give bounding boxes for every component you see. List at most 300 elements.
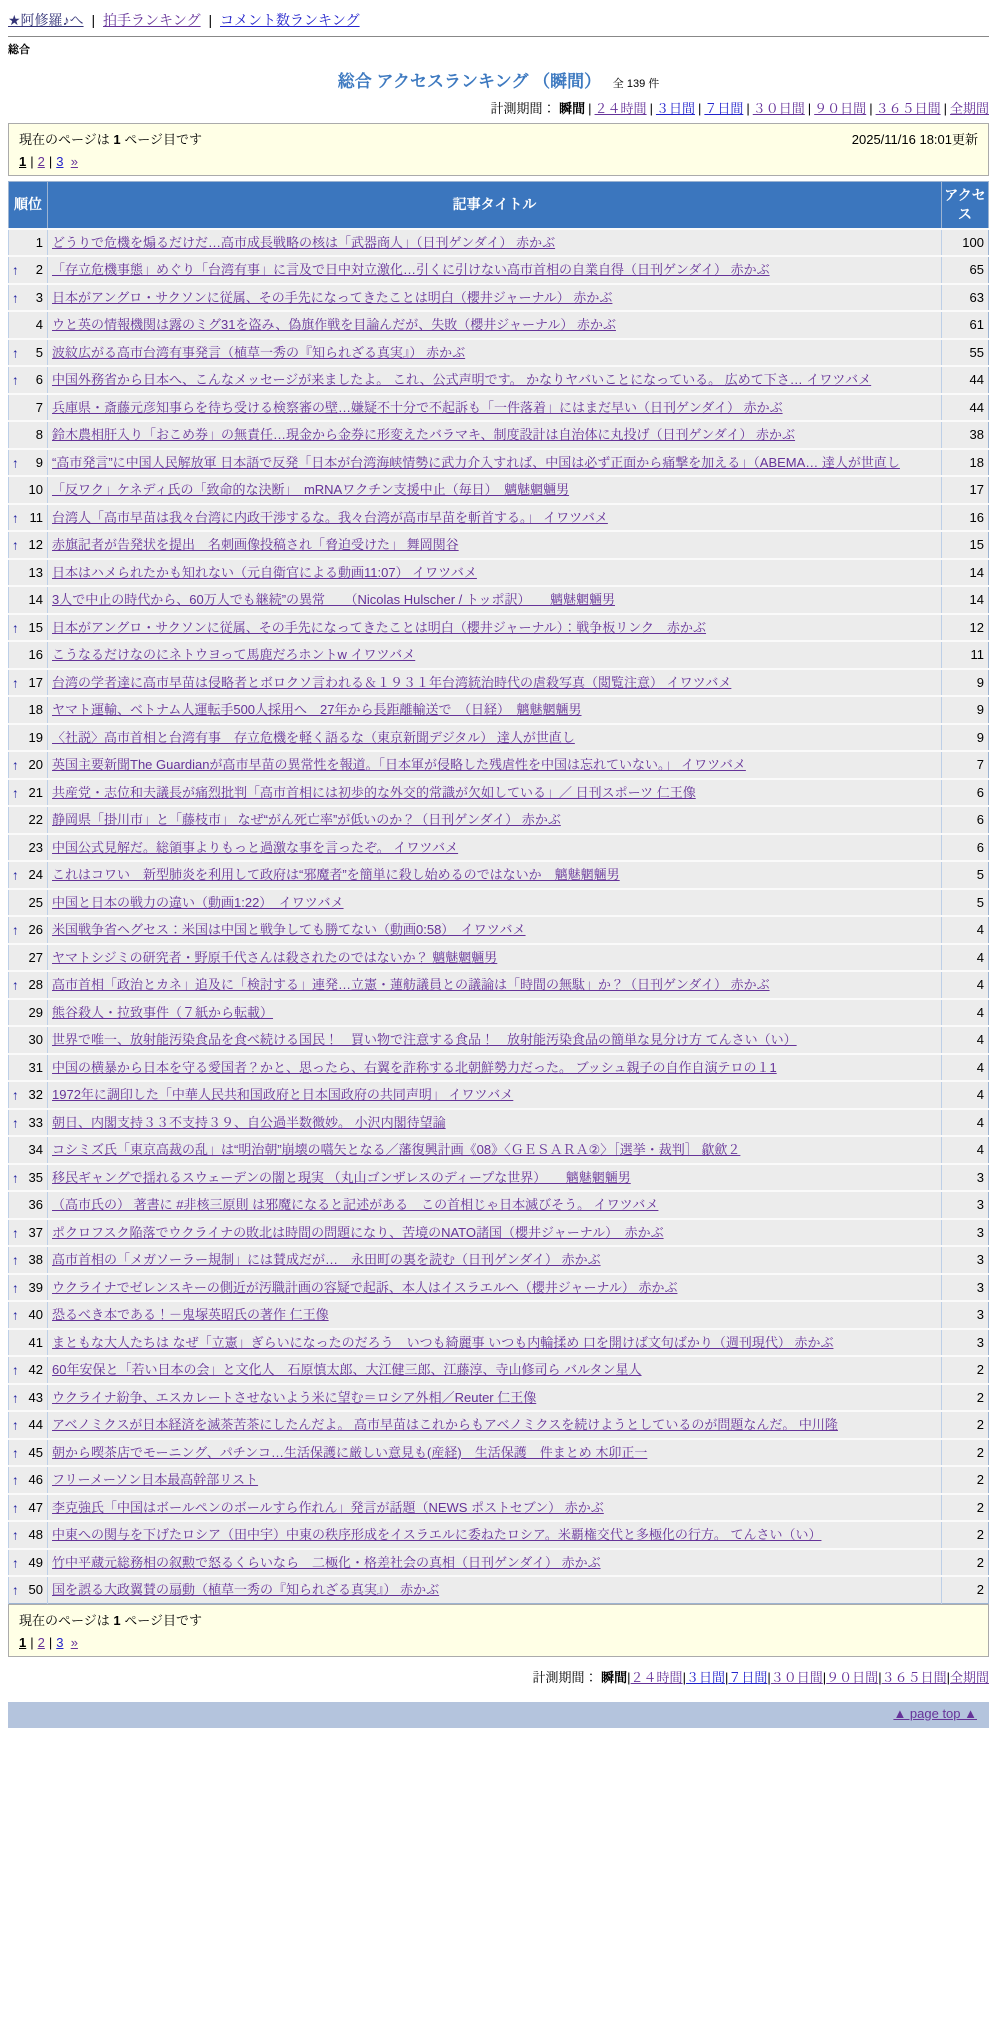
article-link[interactable]: ヤマトシジミの研究者・野原千代さんは殺されたのではないか？ 魑魅魍魎男 bbox=[52, 949, 498, 965]
article-link[interactable]: 恐るべき本である！－鬼塚英昭氏の著作 仁王像 bbox=[52, 1307, 329, 1323]
access-cell: 5 bbox=[942, 861, 989, 889]
period-label: 計測期間： bbox=[490, 101, 556, 116]
access-cell: 4 bbox=[942, 1054, 989, 1082]
access-cell: 12 bbox=[942, 614, 989, 642]
access-cell: 6 bbox=[942, 834, 989, 862]
article-link[interactable]: 「反ワク」ケネディ氏の「致命的な決断」 mRNAワクチン支援中止（毎日） 魑魅魍魎男 bbox=[52, 482, 570, 498]
title-cell bbox=[48, 669, 942, 697]
rank-cell bbox=[9, 366, 48, 394]
article-link[interactable]: 竹中平蔵元総務相の叙勲で怒るくらいなら 二極化・格差社会の真相（日刊ゲンダイ） 赤かぶ bbox=[52, 1554, 601, 1570]
title-cell bbox=[48, 421, 942, 449]
table-row bbox=[9, 1439, 989, 1467]
title-cell bbox=[48, 284, 942, 312]
period-separator: | bbox=[627, 1669, 631, 1685]
access-cell: 3 bbox=[942, 1219, 989, 1247]
table-row bbox=[9, 1026, 989, 1054]
page-number-link[interactable]: » bbox=[70, 1634, 78, 1650]
rank-cell bbox=[9, 1054, 48, 1082]
article-link[interactable]: フリーメーソン日本最高幹部リスト bbox=[52, 1472, 259, 1488]
title-cell bbox=[48, 614, 942, 642]
updated-timestamp: 2025/11/16 18:01更新 bbox=[851, 132, 978, 147]
rank-number: 41 bbox=[28, 1334, 43, 1350]
access-cell: 3 bbox=[942, 1274, 989, 1302]
table-row bbox=[9, 1164, 989, 1192]
rank-cell bbox=[9, 724, 48, 752]
rank-number: 11 bbox=[29, 509, 43, 525]
rank-number: 27 bbox=[28, 949, 43, 965]
title-cell bbox=[48, 586, 942, 614]
category-label: 総合 bbox=[8, 44, 30, 56]
rank-cell bbox=[9, 1081, 48, 1109]
title-cell bbox=[48, 1219, 942, 1247]
rank-number: 1 bbox=[35, 234, 43, 250]
period-links bbox=[559, 101, 989, 116]
period-link[interactable]: ２４時間 bbox=[594, 101, 647, 116]
article-link[interactable]: 1972年に調印した「中華人民共和国政府と日本国政府の共同声明」 イワツバメ bbox=[52, 1087, 514, 1103]
period-separator: | bbox=[724, 1669, 729, 1685]
access-cell: 4 bbox=[942, 916, 989, 944]
page-number-link[interactable]: 2 bbox=[37, 154, 45, 169]
table-header-row bbox=[9, 182, 989, 229]
rank-cell bbox=[9, 916, 48, 944]
period-link[interactable]: ２４時間 bbox=[630, 1669, 683, 1685]
rank-cell bbox=[9, 696, 48, 724]
table-row bbox=[9, 449, 989, 477]
table-row bbox=[9, 394, 989, 422]
rank-cell bbox=[9, 1576, 48, 1603]
table-row bbox=[9, 944, 989, 972]
period-link[interactable]: ３０日間 bbox=[770, 1669, 823, 1685]
page-title: 総合 アクセスランキング （瞬間） bbox=[337, 72, 602, 91]
table-row bbox=[9, 559, 989, 587]
rank-cell bbox=[9, 1219, 48, 1247]
article-link[interactable]: ヤマト運輸、ベトナム人運転手500人採用へ 27年から長距離輸送で （日経） 魑魅魍魎男 bbox=[52, 702, 582, 718]
rank-number: 25 bbox=[28, 894, 43, 910]
rank-number: 18 bbox=[28, 702, 43, 718]
rank-cell bbox=[9, 256, 48, 284]
rank-number: 19 bbox=[28, 729, 43, 745]
rank-number: 50 bbox=[28, 1582, 43, 1598]
title-cell bbox=[48, 311, 942, 339]
access-cell: 63 bbox=[942, 284, 989, 312]
period-link[interactable]: ９０日間 bbox=[814, 101, 867, 116]
rank-number: 4 bbox=[35, 317, 43, 333]
table-row bbox=[9, 421, 989, 449]
period-link[interactable]: ７日間 bbox=[704, 101, 744, 116]
access-cell: 9 bbox=[942, 669, 989, 697]
table-row bbox=[9, 1301, 989, 1329]
access-cell: 3 bbox=[942, 1329, 989, 1357]
title-cell bbox=[48, 504, 942, 532]
table-row bbox=[9, 1274, 989, 1302]
article-link[interactable]: 朝日、内閣支持３３不支持３９、自公過半数微妙。 小沢内閣待望論 bbox=[52, 1114, 446, 1130]
access-cell: 2 bbox=[942, 1466, 989, 1494]
rank-number: 42 bbox=[28, 1362, 43, 1378]
table-row bbox=[9, 751, 989, 779]
article-link[interactable]: 中東への関与を下げたロシア（田中宇）中東の秩序形成をイスラエルに委ねたロシア。米覇権交代と多極化の行方。 てんさい（い） bbox=[52, 1527, 822, 1543]
pagination-bottom bbox=[19, 1635, 978, 1650]
article-link[interactable]: 波紋広がる高市台湾有事発言（植草一秀の『知られざる真実』） 赤かぶ bbox=[52, 344, 466, 360]
rank-cell bbox=[9, 971, 48, 999]
table-row bbox=[9, 1384, 989, 1412]
article-link[interactable]: 日本がアングロ・サクソンに従属、その手先になってきたことは明白（櫻井ジャーナル） 赤かぶ bbox=[52, 289, 613, 305]
rank-cell bbox=[9, 311, 48, 339]
article-link[interactable]: どうりで危機を煽るだけだ…高市成長戦略の核は「武器商人」（日刊ゲンダイ） 赤かぶ bbox=[52, 234, 556, 250]
title-cell bbox=[48, 641, 942, 669]
article-link[interactable]: 米国戦争省ヘグセス：米国は中国と戦争しても勝てない（動画0:58） イワツバメ bbox=[52, 922, 526, 938]
rank-cell bbox=[9, 531, 48, 559]
ranking-table-body bbox=[9, 229, 989, 1604]
title-cell bbox=[48, 1356, 942, 1384]
column-header-access: アクセス bbox=[942, 182, 989, 229]
page-top-link[interactable]: ▲ page top ▲ bbox=[893, 1705, 977, 1721]
article-link[interactable]: これはコワい 新型肺炎を利用して政府は“邪魔者”を簡単に殺し始めるのではないか 魑魅魍魎男 bbox=[52, 867, 620, 883]
table-row bbox=[9, 284, 989, 312]
access-cell: 2 bbox=[942, 1411, 989, 1439]
page-top-bar bbox=[8, 1702, 989, 1728]
article-link[interactable]: 〈社説〉高市首相と台湾有事 存立危機を軽く語るな（東京新聞デジタル） 達人が世直し bbox=[52, 729, 575, 745]
table-row bbox=[9, 1246, 989, 1274]
title-cell bbox=[48, 1054, 942, 1082]
rank-number: 3 bbox=[35, 289, 43, 305]
table-row bbox=[9, 641, 989, 669]
article-link[interactable]: 3人で中止の時代から、60万人でも継続”の異常 （Nicolas Hulscher / トッポ訳） 魑魅魍魎男 bbox=[52, 592, 615, 608]
table-row bbox=[9, 999, 989, 1027]
up-arrow-icon: ↑ bbox=[12, 784, 19, 800]
period-link[interactable]: ９０日間 bbox=[826, 1669, 879, 1685]
article-link[interactable]: ポクロフスク陥落でウクライナの敗北は時間の問題になり、苦境のNATO諸国（櫻井ジャーナル） 赤かぶ bbox=[52, 1224, 664, 1240]
article-link[interactable]: 李克強氏「中国はボールペンのボールすら作れん」発言が話題（NEWS ポストセブン） 赤かぶ bbox=[52, 1499, 604, 1515]
access-cell: 2 bbox=[942, 1576, 989, 1603]
table-row bbox=[9, 366, 989, 394]
article-link[interactable]: 静岡県「掛川市」と「藤枝市」 なぜ“がん死亡率”が低いのか？（日刊ゲンダイ） 赤かぶ bbox=[52, 812, 561, 828]
nav-link-comment-ranking[interactable]: コメント数ランキング bbox=[220, 12, 360, 28]
article-link[interactable]: 台湾の学者達に高市早苗は侵略者とボロクソ言われる＆１９３１年台湾統治時代の虐殺写真（閲覧注意） イワツバメ bbox=[52, 674, 732, 690]
period-link[interactable]: ３６５日間 bbox=[875, 101, 941, 116]
table-row bbox=[9, 1329, 989, 1357]
article-link[interactable]: コシミズ氏「東京高裁の乱」は“明治朝”崩壊の嚆矢となる／藩復興計画《08》〈ＧＥＳＡＲＡ②〉［選挙・裁判］ 歙歛２ bbox=[52, 1142, 741, 1158]
column-header-title: 記事タイトル bbox=[48, 182, 942, 229]
title-cell bbox=[48, 1384, 942, 1412]
table-row bbox=[9, 1136, 989, 1164]
article-link[interactable]: 英国主要新聞The Guardianが高市早苗の異常性を報道。「日本軍が侵略した残虐性を中国は忘れていない。」 イワツバメ bbox=[52, 757, 746, 773]
table-row bbox=[9, 1411, 989, 1439]
access-cell: 2 bbox=[942, 1494, 989, 1522]
column-header-rank: 順位 bbox=[9, 182, 48, 229]
access-cell: 11 bbox=[942, 641, 989, 669]
access-cell: 3 bbox=[942, 1246, 989, 1274]
rank-cell bbox=[9, 1521, 48, 1549]
article-link[interactable]: 国を誤る大政翼賛の扇動（植草一秀の『知られざる真実』） 赤かぶ bbox=[52, 1582, 440, 1598]
table-row bbox=[9, 1576, 989, 1603]
rank-cell bbox=[9, 1384, 48, 1412]
article-link[interactable]: 共産党・志位和夫議長が痛烈批判「高市首相には初歩的な外交的常識が欠如している」／ 日刊スポーツ 仁王像 bbox=[52, 784, 696, 800]
up-arrow-icon: ↑ bbox=[12, 1169, 19, 1185]
table-row bbox=[9, 724, 989, 752]
article-link[interactable]: 熊谷殺人・拉致事件（７紙から転載） bbox=[52, 1004, 274, 1020]
article-link[interactable]: こうなるだけなのにネトウヨって馬鹿だろホントw イワツバメ bbox=[52, 647, 416, 663]
title-cell bbox=[48, 1246, 942, 1274]
access-cell: 14 bbox=[942, 559, 989, 587]
rank-number: 40 bbox=[28, 1307, 43, 1323]
access-cell: 2 bbox=[942, 1439, 989, 1467]
table-row bbox=[9, 1549, 989, 1577]
up-arrow-icon: ↑ bbox=[12, 619, 19, 635]
title-cell bbox=[48, 944, 942, 972]
rank-number: 29 bbox=[28, 1004, 43, 1020]
table-row bbox=[9, 504, 989, 532]
page-number-link[interactable]: 3 bbox=[56, 1634, 64, 1650]
access-cell: 14 bbox=[942, 586, 989, 614]
access-cell: 6 bbox=[942, 779, 989, 807]
access-cell: 44 bbox=[942, 394, 989, 422]
nav-link-clap-ranking[interactable]: 拍手ランキング bbox=[102, 12, 201, 28]
up-arrow-icon: ↑ bbox=[12, 1472, 19, 1488]
rank-number: 49 bbox=[28, 1554, 43, 1570]
article-link[interactable]: まともな大人たちは なぜ「立憲」ぎらいになったのだろう いつも綺麗事 いつも内輪揉め 口を開けば文句ばかり（週刊現代） 赤かぶ bbox=[52, 1334, 834, 1350]
table-row bbox=[9, 1466, 989, 1494]
article-link[interactable]: 高市首相の「メガソーラー規制」には賛成だが… 永田町の裏を読む（日刊ゲンダイ） 赤かぶ bbox=[52, 1252, 601, 1268]
article-link[interactable]: 移民ギャングで揺れるスウェーデンの闇と現実 （丸山ゴンザレスのディープな世界） 魑魅魍魎男 bbox=[52, 1169, 631, 1185]
title-cell bbox=[48, 1549, 942, 1577]
period-separator: | bbox=[822, 1669, 827, 1685]
article-link[interactable]: 赤旗記者が告発状を提出 名刺画像投稿され「脅迫受けた」 舞岡関谷 bbox=[52, 537, 459, 553]
rank-cell bbox=[9, 641, 48, 669]
rank-number: 23 bbox=[28, 839, 43, 855]
period-links bbox=[601, 1670, 989, 1685]
table-row bbox=[9, 834, 989, 862]
page-number-link[interactable]: » bbox=[70, 154, 78, 169]
access-cell: 4 bbox=[942, 1026, 989, 1054]
current-page-text: 現在のページは 1 ページ目です bbox=[19, 1612, 202, 1628]
up-arrow-icon: ↑ bbox=[12, 262, 19, 278]
period-link[interactable]: ３日間 bbox=[655, 101, 695, 116]
rank-cell bbox=[9, 1026, 48, 1054]
up-arrow-icon: ↑ bbox=[12, 922, 19, 938]
period-separator: | bbox=[869, 101, 873, 116]
table-row bbox=[9, 229, 989, 257]
title-cell bbox=[48, 724, 942, 752]
access-cell: 65 bbox=[942, 256, 989, 284]
rank-number: 13 bbox=[28, 564, 43, 580]
rank-cell bbox=[9, 421, 48, 449]
article-link[interactable]: 「存立危機事態」めぐり「台湾有事」に言及で日中対立激化…引くに引けない高市首相の自業自得（日刊ゲンダイ） 赤かぶ bbox=[52, 262, 770, 278]
title-cell bbox=[48, 1521, 942, 1549]
up-arrow-icon: ↑ bbox=[12, 1499, 19, 1515]
rank-number: 31 bbox=[28, 1059, 43, 1075]
article-link[interactable]: ウと英の情報機関は露のミグ31を盗み、偽旗作戦を目論んだが、失敗（櫻井ジャーナル） 赤かぶ bbox=[52, 317, 616, 333]
up-arrow-icon: ↑ bbox=[12, 289, 19, 305]
rank-cell bbox=[9, 339, 48, 367]
title-cell bbox=[48, 449, 942, 477]
article-link[interactable]: 中国と日本の戦力の違い（動画1:22） イワツバメ bbox=[52, 894, 344, 910]
rank-cell bbox=[9, 944, 48, 972]
access-cell: 2 bbox=[942, 1356, 989, 1384]
up-arrow-icon: ↑ bbox=[12, 1444, 19, 1460]
rank-number: 14 bbox=[28, 592, 43, 608]
article-link[interactable]: 中国公式見解だ。総領事よりもっと過激な事を言ったぞ。 イワツバメ bbox=[52, 839, 459, 855]
rank-number: 37 bbox=[28, 1224, 43, 1240]
table-row bbox=[9, 889, 989, 917]
title-cell bbox=[48, 751, 942, 779]
period-selector-top bbox=[8, 98, 989, 117]
article-link[interactable]: ウクライナ紛争、エスカレートさせないよう米に望む＝ロシア外相／Reuter 仁王像 bbox=[52, 1389, 537, 1405]
table-row bbox=[9, 971, 989, 999]
rank-cell bbox=[9, 1466, 48, 1494]
period-separator: | bbox=[588, 101, 592, 116]
period-selector-bottom bbox=[8, 1667, 989, 1686]
page-number-current: 1 bbox=[19, 154, 27, 169]
title-cell bbox=[48, 1026, 942, 1054]
title-cell bbox=[48, 1109, 942, 1137]
rank-number: 5 bbox=[35, 344, 43, 360]
period-separator: | bbox=[946, 1669, 950, 1685]
period-link[interactable]: 全期間 bbox=[949, 101, 989, 116]
page-number-link[interactable]: 3 bbox=[56, 154, 64, 169]
period-link[interactable]: ３日間 bbox=[685, 1669, 725, 1685]
table-row bbox=[9, 1109, 989, 1137]
table-row bbox=[9, 1191, 989, 1219]
rank-cell bbox=[9, 779, 48, 807]
rank-number: 26 bbox=[28, 922, 43, 938]
access-cell: 5 bbox=[942, 889, 989, 917]
page-separator: | bbox=[48, 1634, 53, 1650]
table-row bbox=[9, 779, 989, 807]
up-arrow-icon: ↑ bbox=[12, 1417, 19, 1433]
rank-number: 47 bbox=[28, 1499, 43, 1515]
rank-cell bbox=[9, 669, 48, 697]
period-current: 瞬間 bbox=[601, 1669, 628, 1685]
rank-cell bbox=[9, 834, 48, 862]
up-arrow-icon: ↑ bbox=[12, 1389, 19, 1405]
title-cell bbox=[48, 366, 942, 394]
title-cell bbox=[48, 696, 942, 724]
page-number-link[interactable]: 2 bbox=[37, 1634, 45, 1650]
rank-cell bbox=[9, 751, 48, 779]
title-cell bbox=[48, 971, 942, 999]
rank-cell bbox=[9, 999, 48, 1027]
period-link[interactable]: ３０日間 bbox=[752, 101, 805, 116]
access-cell: 38 bbox=[942, 421, 989, 449]
title-cell bbox=[48, 999, 942, 1027]
up-arrow-icon: ↑ bbox=[12, 1087, 19, 1103]
access-cell: 3 bbox=[942, 1191, 989, 1219]
rank-number: 30 bbox=[28, 1032, 43, 1048]
access-cell: 4 bbox=[942, 1136, 989, 1164]
rank-cell bbox=[9, 861, 48, 889]
title-cell bbox=[48, 1439, 942, 1467]
access-cell: 2 bbox=[942, 1521, 989, 1549]
title-cell bbox=[48, 1136, 942, 1164]
top-info-box bbox=[8, 123, 989, 176]
access-cell: 15 bbox=[942, 531, 989, 559]
up-arrow-icon: ↑ bbox=[12, 1279, 19, 1295]
article-link[interactable]: 世界で唯一、放射能汚染食品を食べ続ける国民！ 買い物で注意する食品！ 放射能汚染食品の簡単な見分け方 てんさい（い） bbox=[52, 1032, 797, 1048]
table-row bbox=[9, 1494, 989, 1522]
rank-number: 45 bbox=[28, 1444, 43, 1460]
access-cell: 3 bbox=[942, 1164, 989, 1192]
access-cell: 4 bbox=[942, 971, 989, 999]
article-link[interactable]: 台湾人「高市早苗は我々台湾に内政干渉するな。我々台湾が高市早苗を斬首する。」 イワツバメ bbox=[52, 509, 608, 525]
access-cell: 55 bbox=[942, 339, 989, 367]
rank-cell bbox=[9, 1411, 48, 1439]
top-nav bbox=[8, 8, 989, 36]
period-link[interactable]: 全期間 bbox=[949, 1669, 989, 1685]
article-link[interactable]: 鈴木農相肝入り「おこめ券」の無責任…現金から金券に形変えたバラマキ、制度設計は自治体に丸投げ（日刊ゲンダイ） 赤かぶ bbox=[52, 427, 796, 443]
access-cell: 100 bbox=[942, 229, 989, 257]
total-count: 全 139 件 bbox=[612, 78, 660, 90]
rank-number: 33 bbox=[28, 1114, 43, 1130]
rank-cell bbox=[9, 1109, 48, 1137]
access-cell: 17 bbox=[942, 476, 989, 504]
article-link[interactable]: アベノミクスが日本経済を滅茶苦茶にしたんだよ。 高市早苗はこれからもアベノミクスを続けようとしているのが問題なんだ。 中川隆 bbox=[52, 1417, 838, 1433]
table-row bbox=[9, 1521, 989, 1549]
article-link[interactable]: 60年安保と「若い日本の会」と文化人 石原慎太郎、大江健三郎、江藤淳、寺山修司ら バルタン星人 bbox=[52, 1362, 642, 1378]
article-link[interactable]: 中国の横暴から日本を守る愛国者？かと、思ったら、右翼を詐称する北朝鮮勢力だった。 ブッシュ親子の自作自演テロの１1 bbox=[52, 1059, 777, 1075]
access-cell: 7 bbox=[942, 751, 989, 779]
title-cell bbox=[48, 394, 942, 422]
nav-link-asyura-home[interactable]: ★阿修羅♪へ bbox=[8, 12, 84, 28]
rank-cell bbox=[9, 1439, 48, 1467]
up-arrow-icon: ↑ bbox=[12, 757, 19, 773]
rank-cell bbox=[9, 1301, 48, 1329]
article-link[interactable]: 日本がアングロ・サクソンに従属、その手先になってきたことは明白（櫻井ジャーナル）：戦争板リンク 赤かぶ bbox=[52, 619, 707, 635]
period-separator: | bbox=[649, 101, 653, 116]
access-cell: 2 bbox=[942, 1384, 989, 1412]
period-link[interactable]: ３６５日間 bbox=[881, 1669, 947, 1685]
title-cell bbox=[48, 559, 942, 587]
table-row bbox=[9, 256, 989, 284]
access-cell: 2 bbox=[942, 1549, 989, 1577]
article-link[interactable]: 朝から喫茶店でモーニング、パチンコ…生活保護に厳しい意見も(産経) 生活保護 件まとめ 木卯正一 bbox=[52, 1444, 648, 1460]
table-row bbox=[9, 1054, 989, 1082]
table-row bbox=[9, 916, 989, 944]
title-cell bbox=[48, 1576, 942, 1603]
period-separator: | bbox=[767, 1669, 771, 1685]
nav-separator: | bbox=[208, 12, 213, 28]
up-arrow-icon: ↑ bbox=[12, 1582, 19, 1598]
article-link[interactable]: 高市首相「政治とカネ」追及に「検討する」連発…立憲・蓮舫議員との議論は「時間の無駄」か？（日刊ゲンダイ） 赤かぶ bbox=[52, 977, 770, 993]
rank-cell bbox=[9, 1356, 48, 1384]
page-separator: | bbox=[30, 154, 34, 169]
title-cell bbox=[48, 339, 942, 367]
rank-number: 28 bbox=[28, 977, 43, 993]
rank-cell bbox=[9, 284, 48, 312]
rank-cell bbox=[9, 476, 48, 504]
table-row bbox=[9, 1219, 989, 1247]
up-arrow-icon: ↑ bbox=[12, 1114, 19, 1130]
title-cell bbox=[48, 476, 942, 504]
period-separator: | bbox=[878, 1669, 882, 1685]
rank-cell bbox=[9, 1494, 48, 1522]
article-link[interactable]: “高市発言”に中国人民解放軍 日本語で反発「日本が台湾海峡情勢に武力介入すれば、中国は必ず正面から痛撃を加える」（ABEMA… 達人が世直し bbox=[52, 454, 900, 470]
rank-number: 10 bbox=[28, 482, 43, 498]
article-link[interactable]: ウクライナでゼレンスキーの側近が汚職計画の容疑で起訴、本人はイスラエルへ（櫻井ジャーナル） 赤かぶ bbox=[52, 1279, 678, 1295]
article-link[interactable]: 中国外務省から日本へ、こんなメッセージが来ましたよ。 これ、公式声明です。 かなりヤバいことになっている。 広めて下さ… イワツバメ bbox=[52, 372, 872, 388]
access-cell: 4 bbox=[942, 999, 989, 1027]
period-separator: | bbox=[746, 101, 750, 116]
table-row bbox=[9, 861, 989, 889]
table-row bbox=[9, 806, 989, 834]
article-link[interactable]: 日本はハメられたかも知れない（元自衛官による動画11:07） イワツバメ bbox=[52, 564, 477, 580]
article-link[interactable]: 兵庫県・斎藤元彦知事らを待ち受ける検察審の壁…嫌疑不十分で不起訴も「一件落着」にはまだ早い（日刊ゲンダイ） 赤かぶ bbox=[52, 399, 783, 415]
article-link[interactable]: （高市氏の） 著書に #非核三原則 は邪魔になると記述がある この首相じゃ日本滅びそう。 イワツバメ bbox=[52, 1197, 659, 1213]
access-cell: 16 bbox=[942, 504, 989, 532]
period-link[interactable]: ７日間 bbox=[728, 1669, 768, 1685]
up-arrow-icon: ↑ bbox=[12, 344, 19, 360]
up-arrow-icon: ↑ bbox=[12, 1307, 19, 1323]
rank-number: 34 bbox=[28, 1142, 43, 1158]
